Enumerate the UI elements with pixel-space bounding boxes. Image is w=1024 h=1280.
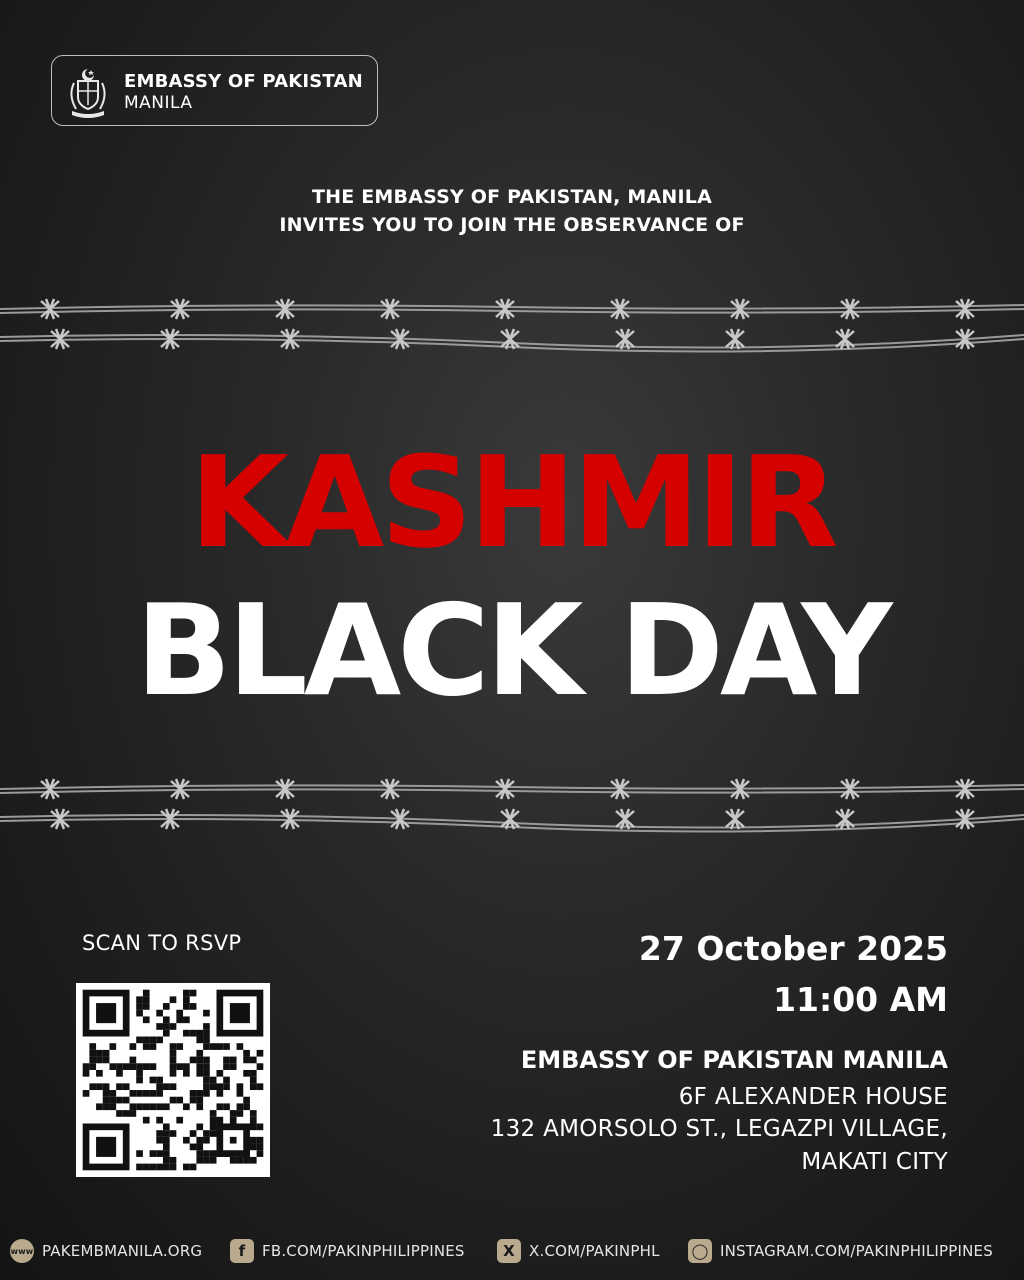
footer-website[interactable] — [10, 1236, 202, 1266]
title-kashmir: KASHMIR — [189, 429, 835, 576]
event-address-line-2: 132 AMORSOLO ST., LEGAZPI VILLAGE, — [490, 1116, 948, 1142]
footer-x[interactable] — [497, 1236, 660, 1266]
scan-to-rsvp-label: SCAN TO RSVP — [82, 931, 242, 955]
facebook-icon: f — [230, 1239, 254, 1263]
footer-facebook[interactable] — [230, 1236, 465, 1266]
globe-icon: www — [10, 1239, 34, 1263]
instagram-icon: ◯ — [688, 1239, 712, 1263]
footer-facebook-label: FB.COM/PAKINPHILIPPINES — [262, 1242, 465, 1260]
invite-line-2: INVITES YOU TO JOIN THE OBSERVANCE OF — [279, 214, 745, 236]
event-address-line-3: MAKATI CITY — [801, 1149, 948, 1175]
title-black-day: BLACK DAY — [135, 577, 889, 724]
event-date: 27 October 2025 — [638, 929, 948, 968]
embassy-badge — [51, 55, 378, 126]
qr-code-icon[interactable] — [76, 983, 270, 1177]
footer-instagram[interactable] — [688, 1236, 993, 1266]
event-venue: EMBASSY OF PAKISTAN MANILA — [520, 1046, 948, 1074]
barbed-wire-top — [0, 285, 1024, 365]
footer-x-label: X.COM/PAKINPHL — [529, 1242, 660, 1260]
barbed-wire-bottom — [0, 765, 1024, 845]
footer-website-label: PAKEMBMANILA.ORG — [42, 1242, 203, 1260]
event-address-line-1: 6F ALEXANDER HOUSE — [678, 1084, 948, 1110]
badge-title: EMBASSY OF PAKISTAN — [124, 71, 363, 92]
badge-subtitle: MANILA — [124, 93, 193, 113]
event-time: 11:00 AM — [773, 980, 948, 1019]
invite-line-1: THE EMBASSY OF PAKISTAN, MANILA — [311, 186, 713, 208]
footer-instagram-label: INSTAGRAM.COM/PAKINPHILIPPINES — [720, 1242, 993, 1260]
state-emblem-icon — [64, 65, 112, 119]
x-icon: X — [497, 1239, 521, 1263]
